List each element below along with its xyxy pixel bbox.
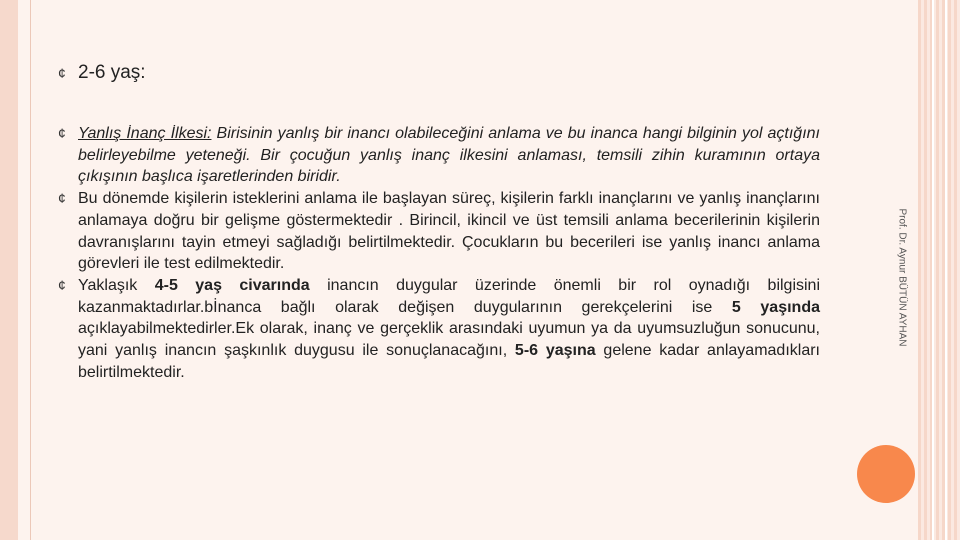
text-segment: Yaklaşık (78, 276, 155, 294)
text-segment: açıklayabilmektedirler.Ek olarak, inanç ve gerçeklik arasındaki uyumun ya da uyumsuzluğun sonucunu, yani yanlış inancın şaşkınlık duygusu ile sonuçlanacağını, (78, 320, 820, 360)
bullet-icon: ¢ (58, 276, 66, 293)
left-decorative-stripe (0, 0, 18, 540)
right-decorative-line (945, 0, 947, 540)
list-item (58, 123, 820, 188)
right-decorative-line (932, 0, 934, 540)
bullet-icon: ¢ (58, 190, 66, 207)
bullet-text: Bu dönemde kişilerin isteklerini anlama ile başlayan süreç, kişilerin farklı inançlarını ve yanlış inançlarını anlamaya doğru bir gelişme göstermektedir . Birincil, ikincil ve üst temsili anlama becerilerinin kişilerin davranışlarını tayin etmeyi sağladığı belirtilmektedir. Çocukların bu becerileri ise yanlış inancı anlama görevleri ile test edilmektedir. (78, 190, 820, 273)
left-decorative-line (30, 0, 31, 540)
slide-content (58, 58, 820, 383)
bullet-icon: ¢ (58, 125, 66, 141)
bold-segment: 5-6 yaşına (514, 342, 596, 360)
bullet-text (78, 123, 820, 188)
author-note (892, 190, 912, 365)
decorative-circle (857, 445, 915, 503)
bold-segment: 5 yaşında (731, 298, 820, 316)
list-item (58, 275, 820, 384)
title-row (58, 58, 820, 88)
bullet-icon: ¢ (58, 65, 66, 81)
text-segment: gelene kadar anlayamadıkları belirtilmektedir. (78, 342, 820, 381)
right-decorative-stripes (918, 0, 960, 540)
author-note-text: Prof. Dr. Aynur BÜTÜN AYHAN (896, 208, 908, 347)
slide-title: 2-6 yaş: (78, 62, 146, 83)
text-segment: inancın duygular üzerinde önemli bir rol oynadığı bilgisini kazanmaktadırlar.bİnanca bağlı olarak değişen duygularının gerekçelerini ise (78, 276, 821, 316)
bullet-text (78, 275, 820, 384)
term-definition: Birisinin yanlış bir inancı olabileceğini anlama ve bu inanca hangi bilginin yol açtığını belirleyebilme yeteneği. Bir çocuğun yanlış inanç ilkesini anlaması, temsili zihin kuramının ortaya çıkışının başlıca işaretlerinden biridir. (78, 125, 820, 186)
list-item (58, 188, 820, 275)
bold-segment: 4-5 yaş civarında (154, 276, 310, 294)
term-label: Yanlış İnanç İlkesi: (78, 125, 212, 142)
